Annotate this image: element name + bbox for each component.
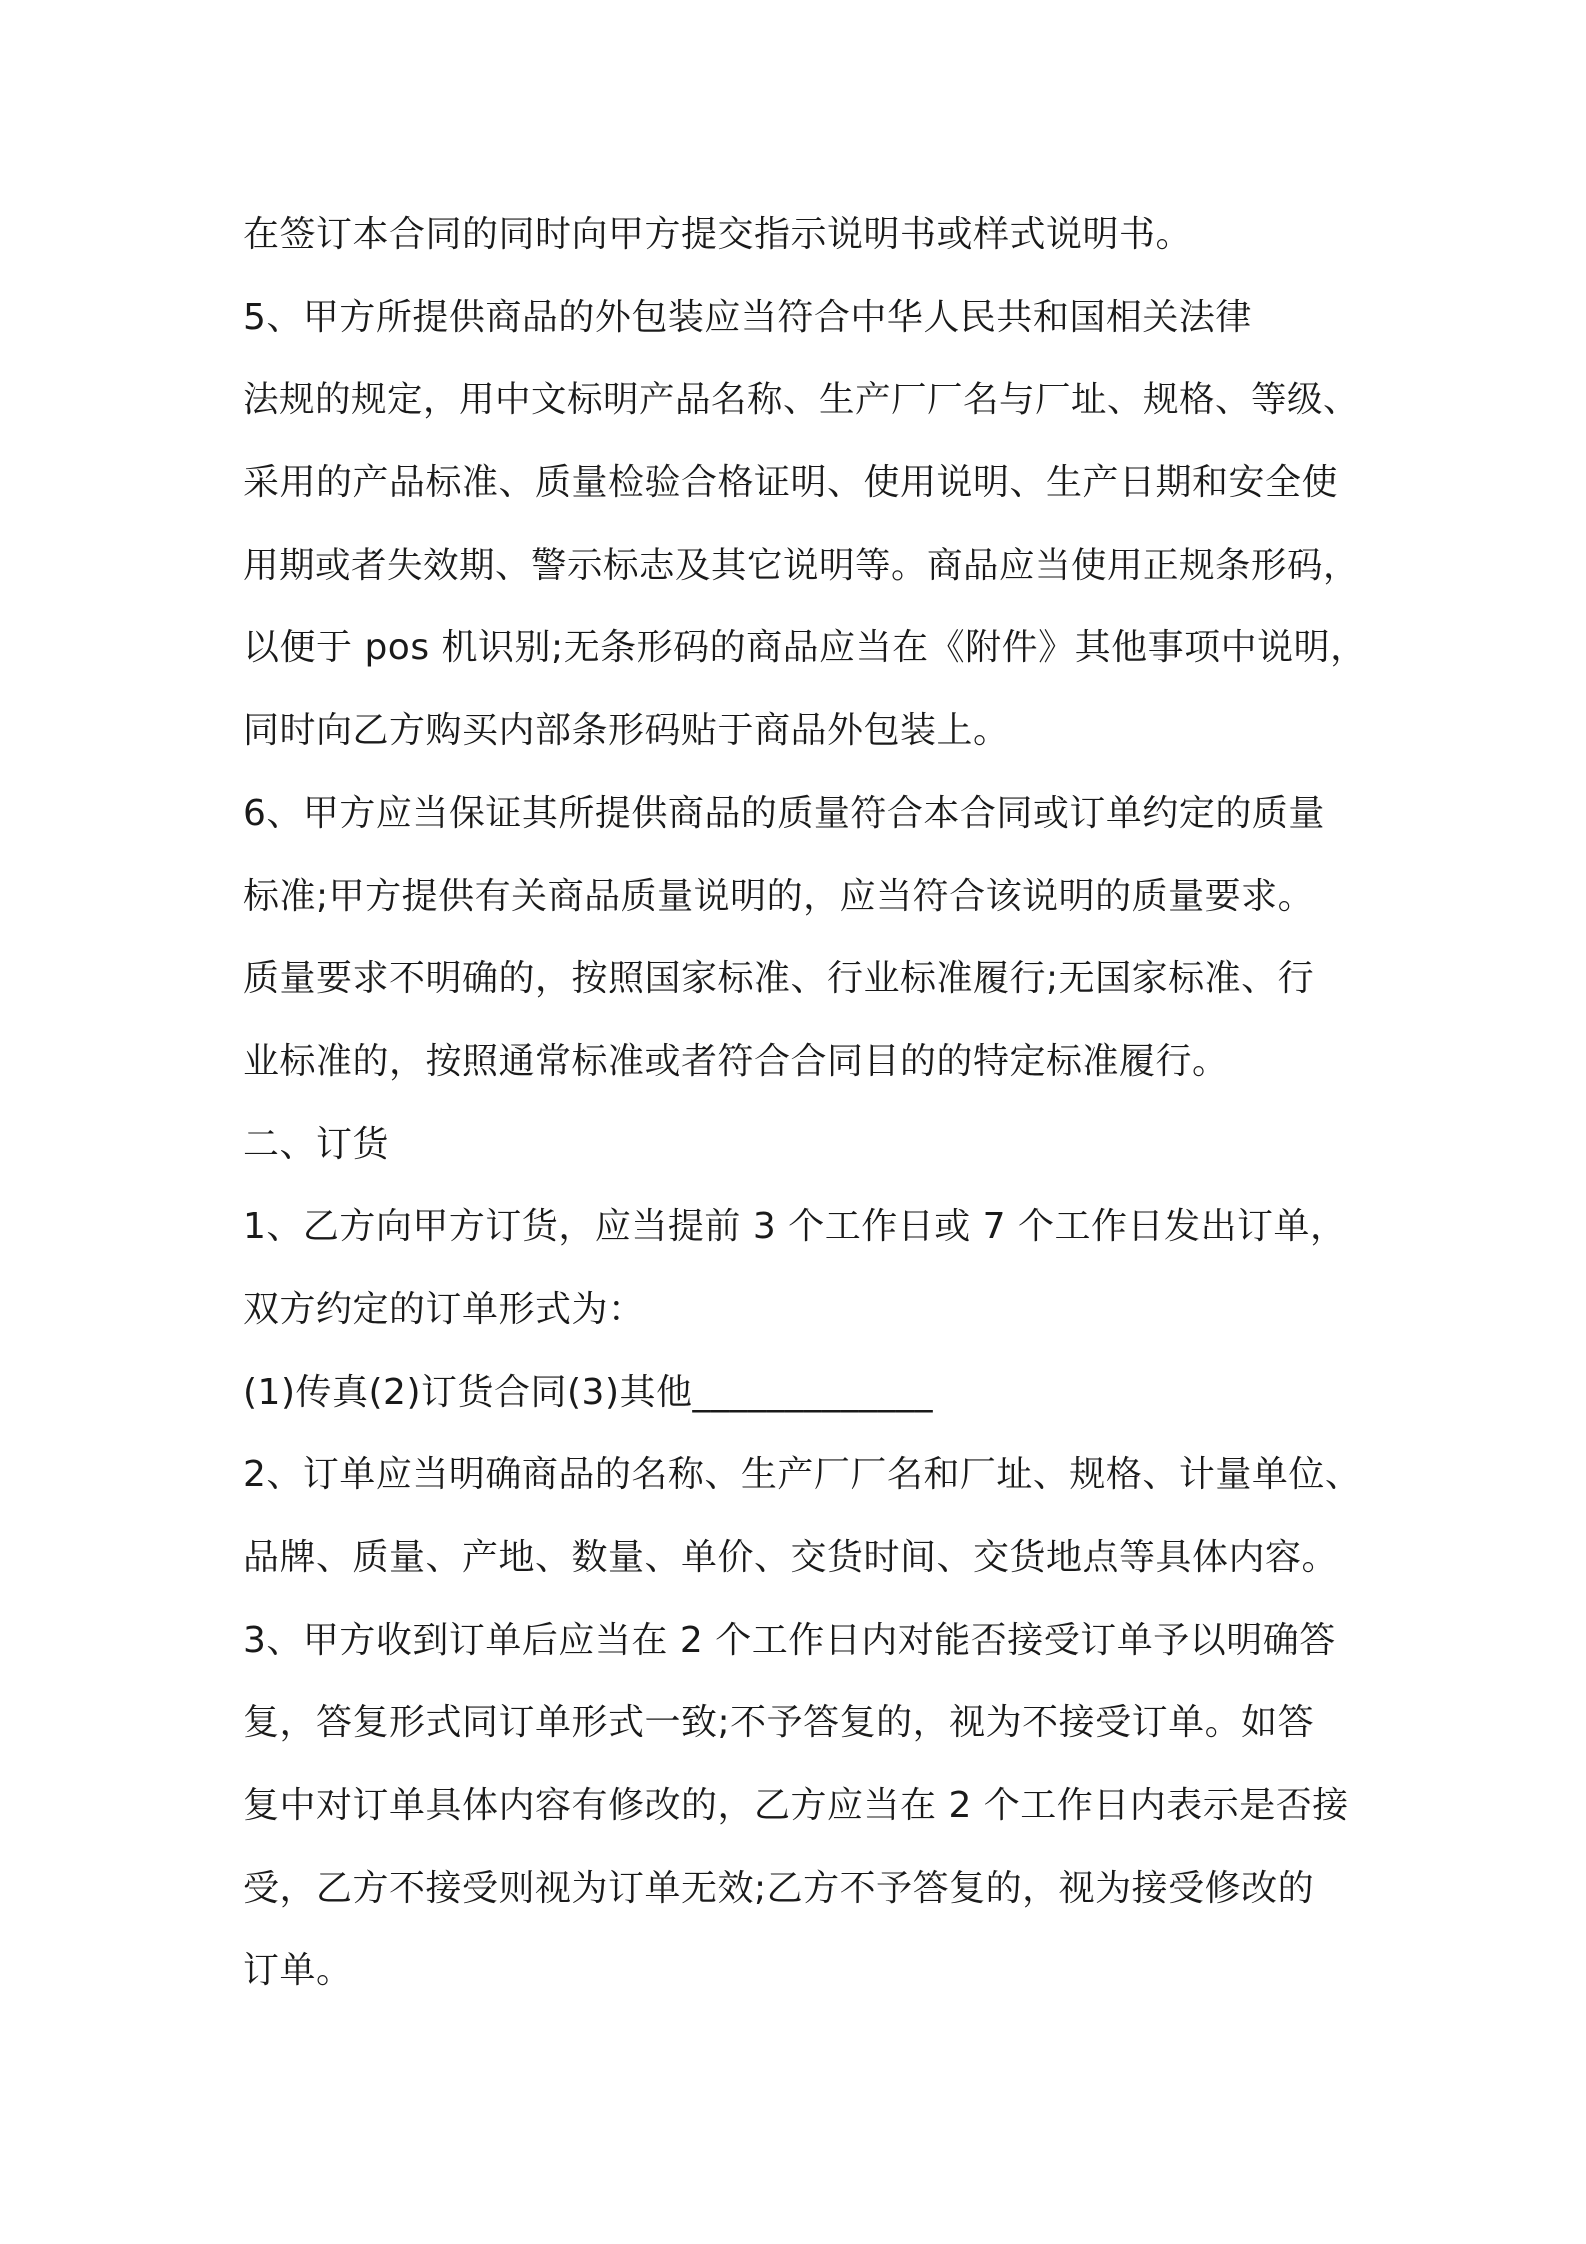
text-line: 以便于 pos 机识别;无条形码的商品应当在《附件》其他事项中说明， (243, 627, 1367, 669)
text-line: 3、甲方收到订单后应当在 2 个工作日内对能否接受订单予以明确答 (243, 1619, 1336, 1661)
text-line: 受，乙方不接受则视为订单无效;乙方不予答复的，视为接受修改的 (243, 1867, 1315, 1909)
text-line: 业标准的，按照通常标准或者符合合同目的的特定标准履行。 (243, 1040, 1229, 1082)
text-line: 双方约定的订单形式为： (243, 1288, 645, 1330)
text-line: 复，答复形式同订单形式一致;不予答复的，视为不接受订单。如答 (243, 1702, 1315, 1744)
document-body (243, 194, 1373, 2013)
text-line: 同时向乙方购买内部条形码贴于商品外包装上。 (243, 710, 1010, 752)
text-line: 6、甲方应当保证其所提供商品的质量符合本合同或订单约定的质量 (243, 792, 1325, 834)
text-line: 在签订本合同的同时向甲方提交指示说明书或样式说明书。 (243, 214, 1193, 255)
text-line: 用期或者失效期、警示标志及其它说明等。商品应当使用正规条形码， (243, 544, 1360, 586)
text-line: 采用的产品标准、质量检验合格证明、使用说明、生产日期和安全使 (243, 462, 1339, 504)
section-heading: 二、订货 (243, 1123, 390, 1165)
text-line: 法规的规定，用中文标明产品名称、生产厂厂名与厂址、规格、等级、 (243, 379, 1360, 421)
text-line: 标准;甲方提供有关商品质量说明的，应当符合该说明的质量要求。 (243, 875, 1315, 917)
text-line: 2、订单应当明确商品的名称、生产厂厂名和厂址、规格、计量单位、 (243, 1454, 1362, 1496)
text-line: 品牌、质量、产地、数量、单价、交货时间、交货地点等具体内容。 (243, 1537, 1339, 1578)
text-line: 复中对订单具体内容有修改的，乙方应当在 2 个工作日内表示是否接 (243, 1785, 1349, 1827)
text-line: 质量要求不明确的，按照国家标准、行业标准履行;无国家标准、行 (243, 958, 1315, 1000)
text-line: 订单。 (243, 1950, 353, 1992)
text-line: 5、甲方所提供商品的外包装应当符合中华人民共和国相关法律 (243, 296, 1252, 338)
text-line: 1、乙方向甲方订货，应当提前 3 个工作日或 7 个工作日发出订单， (243, 1206, 1347, 1248)
text-line: (1)传真(2)订货合同(3)其他_____________ (243, 1371, 933, 1413)
